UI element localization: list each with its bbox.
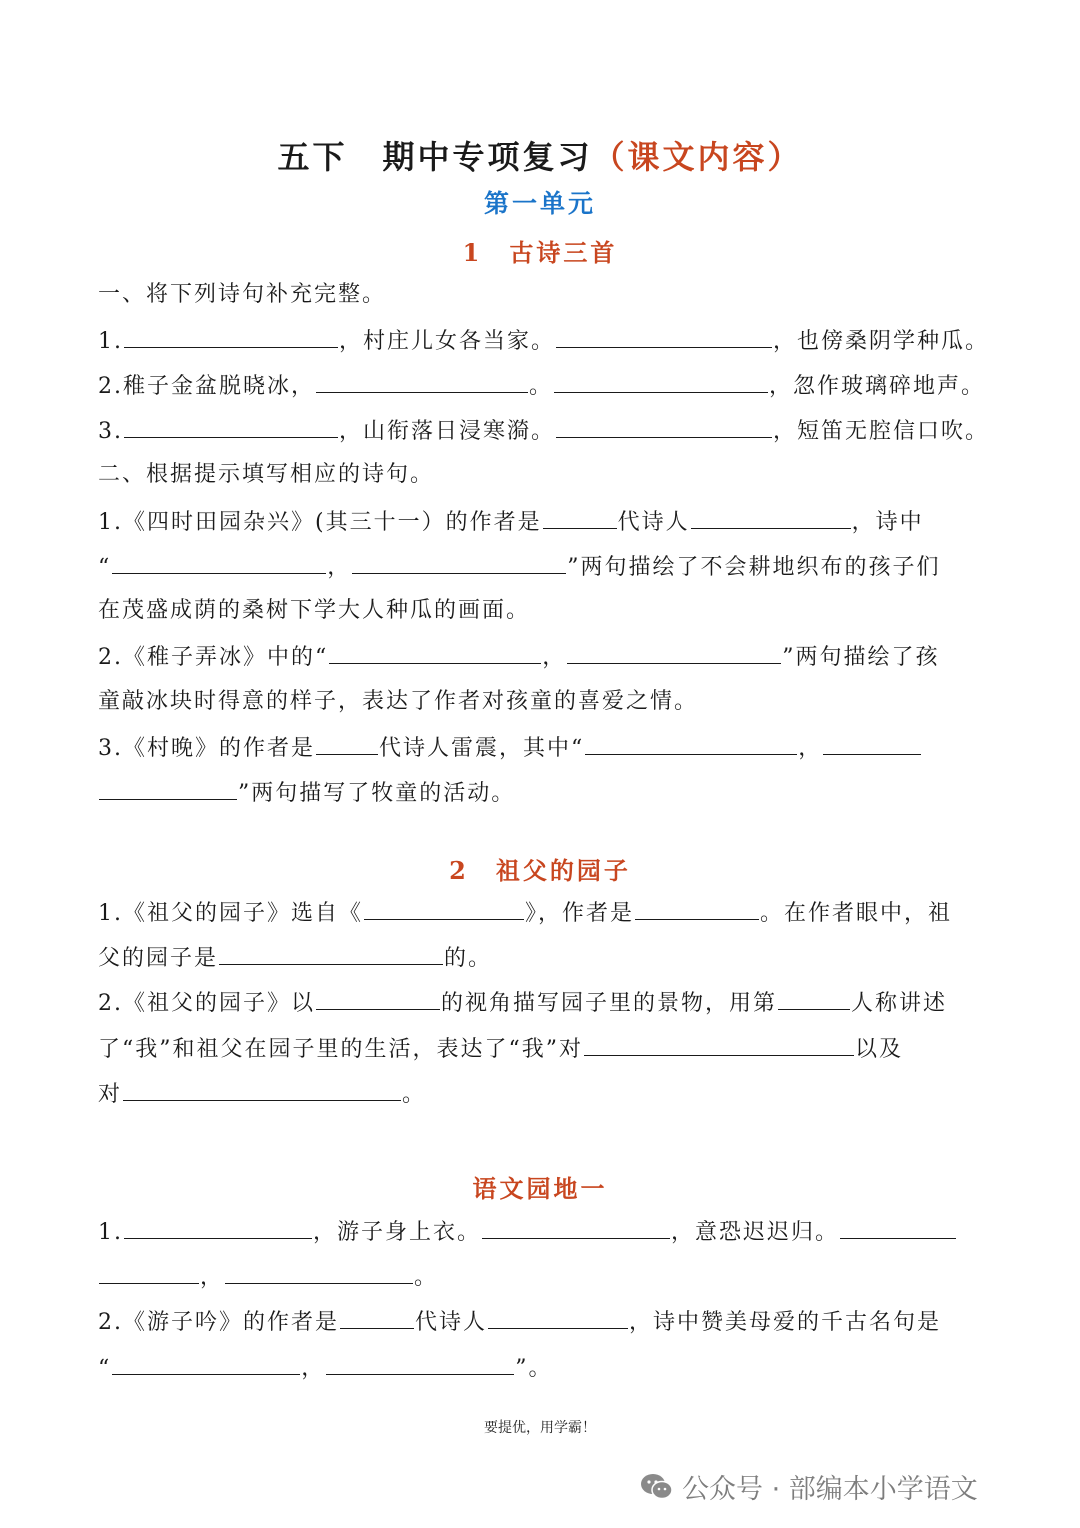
question-line: 2.《游子吟》的作者是 代诗人 ，诗中赞美母爱的千古名句是 [98, 1306, 982, 1338]
answer-blank[interactable] [225, 1261, 413, 1284]
section-heading-1: 1 古诗三首 [462, 238, 618, 267]
answer-blank[interactable] [567, 641, 781, 664]
question-line: 1.《祖父的园子》选自《 》，作者是 。在作者眼中，祖 [98, 897, 982, 929]
answer-blank[interactable] [329, 641, 541, 664]
question-line: 1.《四时田园杂兴》(其三十一）的作者是 代诗人 ，诗中 [98, 506, 982, 538]
answer-blank[interactable] [340, 1306, 414, 1329]
section-heading-3: 语文园地一 [472, 1174, 608, 1203]
question-line: “ ， ”。 [98, 1352, 982, 1384]
answer-blank[interactable] [585, 732, 797, 755]
answer-blank[interactable] [840, 1216, 956, 1239]
question-line: “ ， ”两句描绘了不会耕地织布的孩子们 [98, 551, 982, 583]
question-line: 童敲冰块时得意的样子，表达了作者对孩童的喜爱之情。 [98, 689, 699, 714]
answer-blank[interactable] [99, 777, 237, 800]
answer-blank[interactable] [543, 506, 617, 529]
answer-blank[interactable] [316, 732, 378, 755]
answer-blank[interactable] [316, 370, 528, 393]
question-line: ”两句描写了牧童的活动。 [98, 777, 982, 809]
footer-slogan: 要提优，用学霸！ [484, 1420, 596, 1436]
answer-blank[interactable] [326, 1352, 514, 1375]
answer-blank[interactable] [124, 1216, 312, 1239]
answer-blank[interactable] [691, 506, 851, 529]
question-line: 父的园子是 的。 [98, 942, 982, 974]
wechat-icon [640, 1472, 674, 1502]
question-line: 2.《祖父的园子》以 的视角描写园子里的景物，用第 人称讲述 [98, 987, 982, 1019]
answer-blank[interactable] [635, 897, 759, 920]
answer-blank[interactable] [352, 551, 566, 574]
answer-blank[interactable] [584, 1033, 854, 1056]
answer-blank[interactable] [823, 732, 921, 755]
page-title: 五下 期中专项复习（课文内容） [277, 138, 803, 176]
part-heading-2: 二、根据提示填写相应的诗句。 [98, 462, 435, 487]
question-line: 在茂盛成荫的桑树下学大人种瓜的画面。 [98, 598, 531, 623]
unit-heading: 第一单元 [483, 189, 596, 218]
answer-blank[interactable] [316, 987, 440, 1010]
question-line: 对 。 [98, 1078, 982, 1110]
answer-blank[interactable] [778, 987, 850, 1010]
question-line: 1. ，游子身上衣。 ，意恐迟迟归。 [98, 1216, 982, 1248]
answer-blank[interactable] [112, 1352, 300, 1375]
answer-blank[interactable] [554, 370, 768, 393]
question-line: 3.《村晚》的作者是 代诗人雷震，其中“ ， [98, 732, 982, 764]
answer-blank[interactable] [124, 415, 338, 438]
answer-blank[interactable] [219, 942, 443, 965]
answer-blank[interactable] [112, 551, 326, 574]
answer-blank[interactable] [482, 1216, 670, 1239]
watermark [640, 1467, 978, 1506]
question-line: 1. ，村庄儿女各当家。 ，也傍桑阴学种瓜。 [98, 325, 982, 357]
question-line: 了“我”和祖父在园子里的生活，表达了“我”对 以及 [98, 1033, 982, 1065]
answer-blank[interactable] [124, 325, 338, 348]
question-line: 2.《稚子弄冰》中的“ ， ”两句描绘了孩 [98, 641, 982, 673]
question-line: 3. ，山衔落日浸寒漪。 ，短笛无腔信口吹。 [98, 415, 982, 447]
part-heading-1: 一、将下列诗句补充完整。 [98, 282, 387, 307]
title-subject: （课文内容） [592, 138, 803, 176]
answer-blank[interactable] [556, 325, 772, 348]
question-line: 2.稚子金盆脱晓冰， 。 ，忽作玻璃碎地声。 [98, 370, 982, 402]
section-heading-2: 2 祖父的园子 [449, 856, 631, 885]
answer-blank[interactable] [364, 897, 524, 920]
answer-blank[interactable] [556, 415, 772, 438]
question-line: ， 。 [98, 1261, 982, 1293]
answer-blank[interactable] [99, 1261, 199, 1284]
answer-blank[interactable] [123, 1078, 401, 1101]
answer-blank[interactable] [488, 1306, 628, 1329]
watermark-text: 公众号 · 部编本小学语文 [682, 1474, 978, 1505]
